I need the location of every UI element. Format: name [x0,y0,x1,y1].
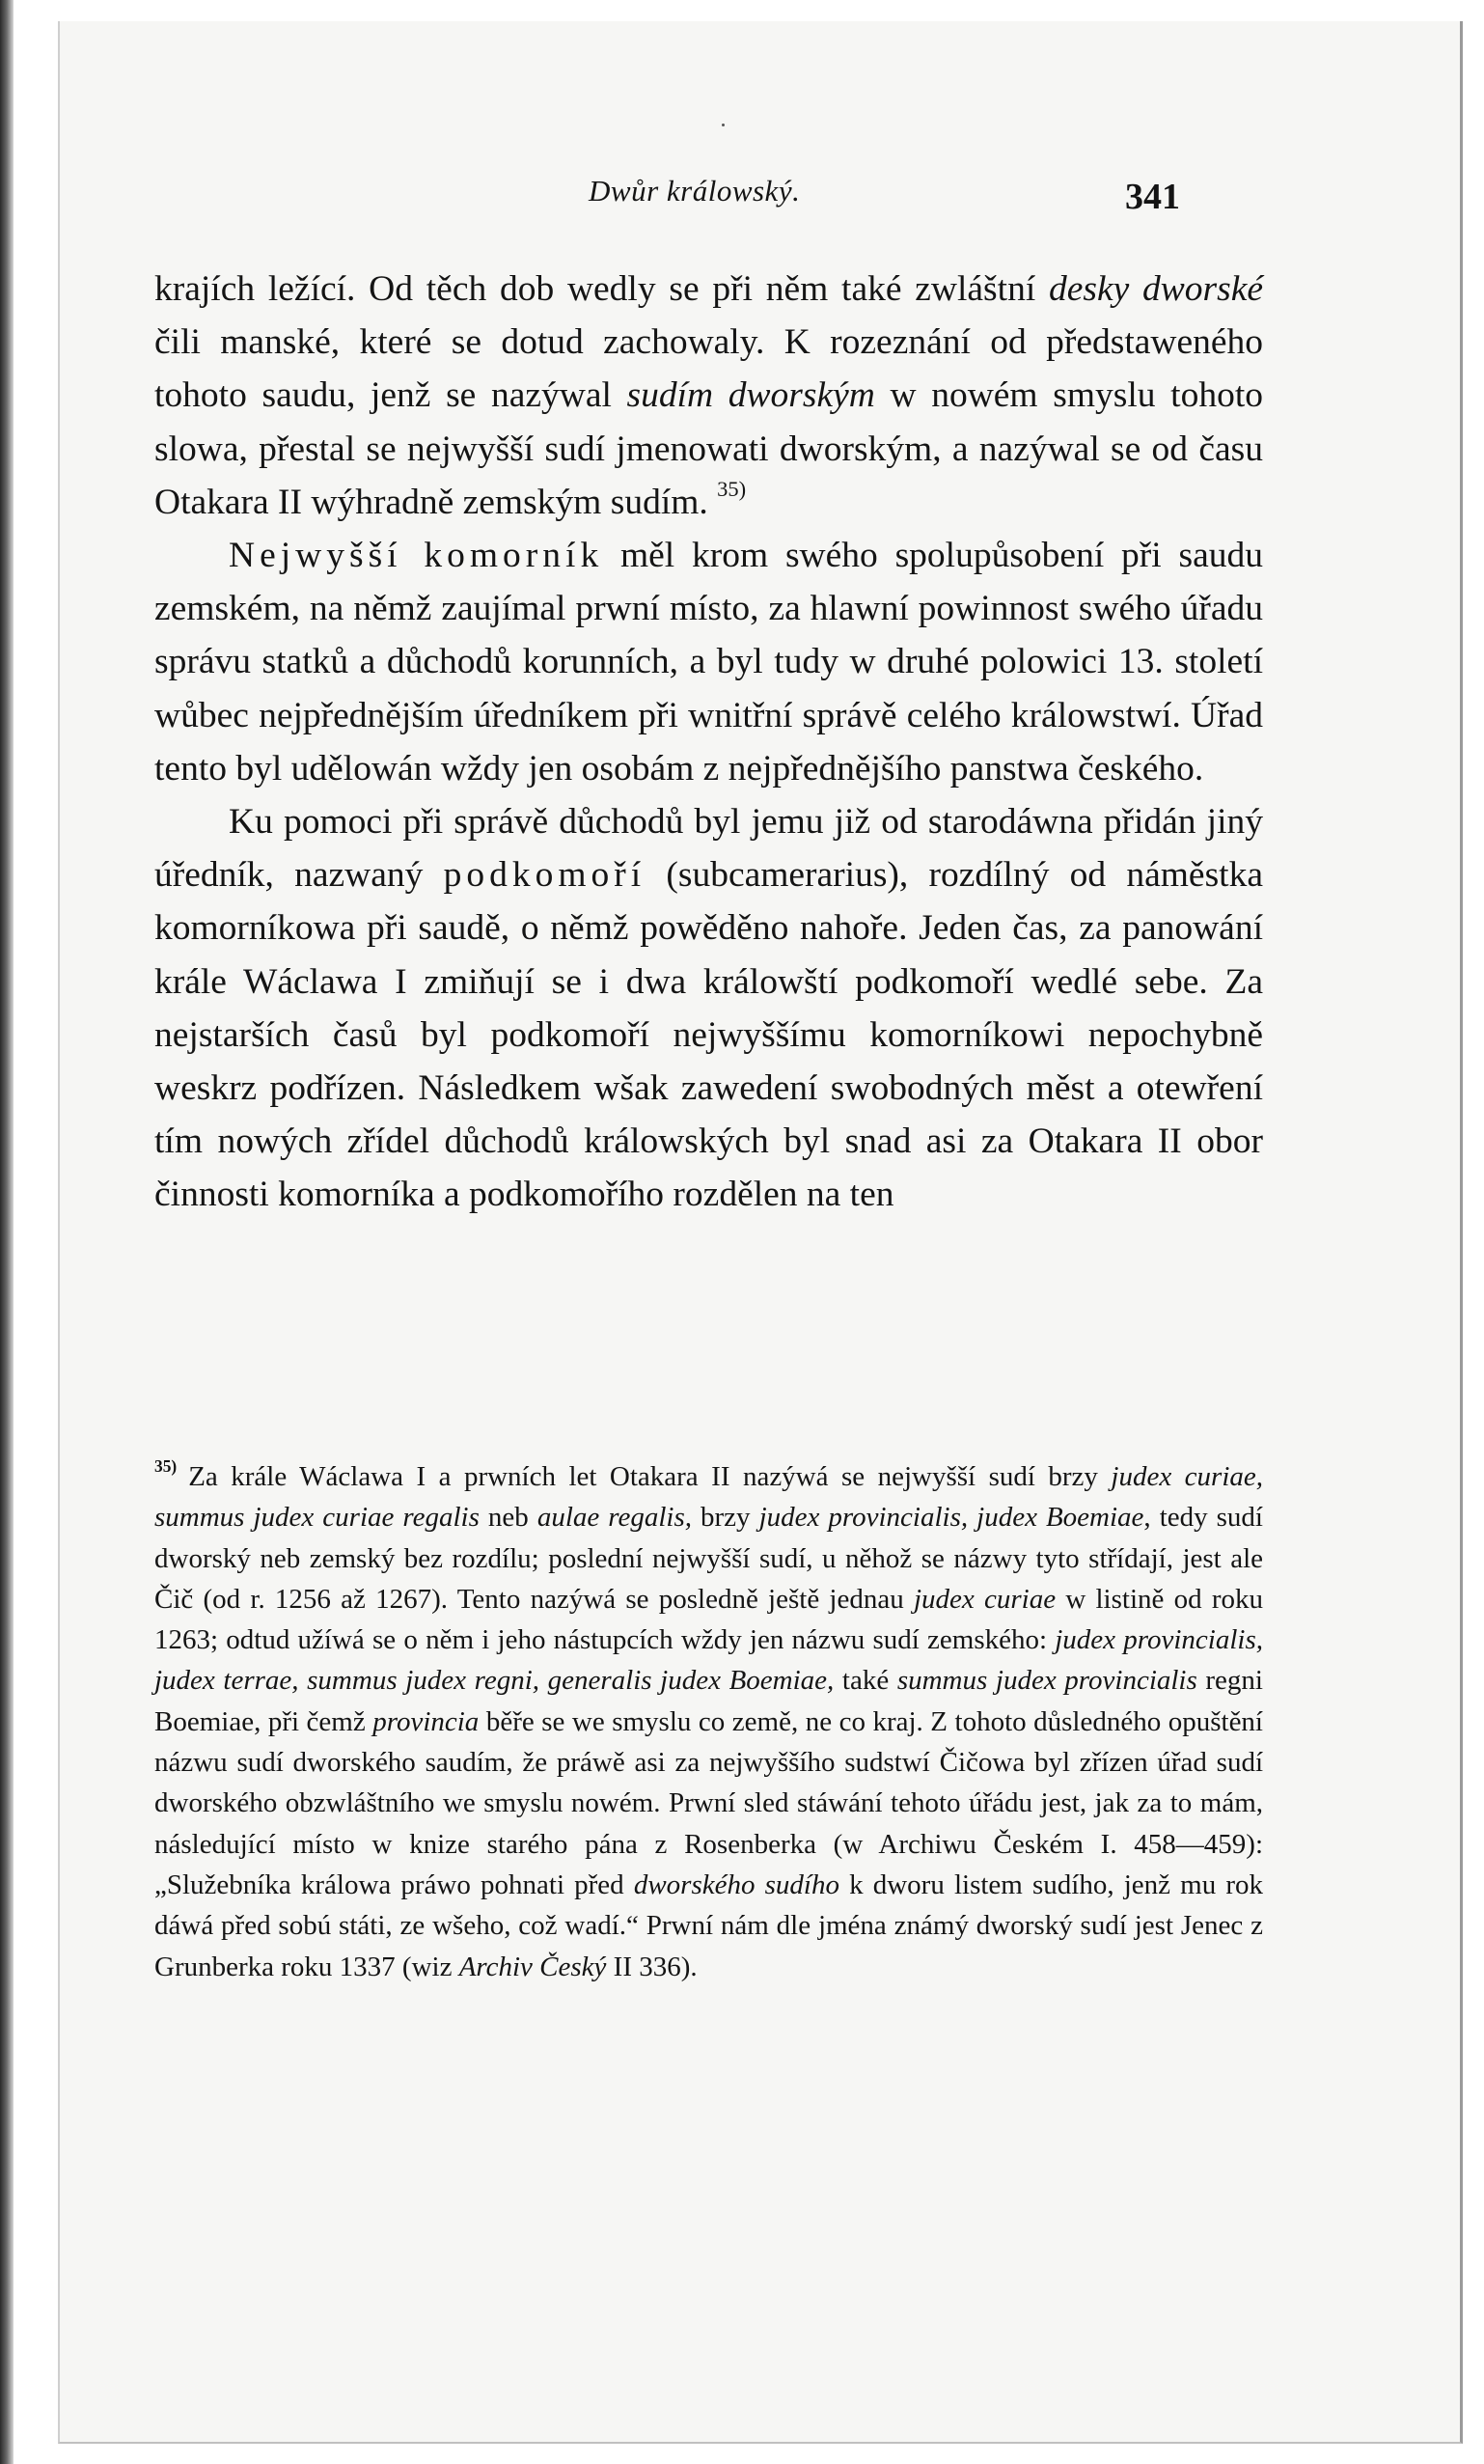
page-number: 341 [1125,177,1180,217]
term-podkomori: podkomoří [443,855,646,896]
running-head: Dwůr králowský. [589,174,801,208]
paragraph-1: krajích ležící. Od těch dob wedly se při něm také zwláštní desky dworské čili manské, které se dotud zachowaly. K rozeznání od předstaweného tohoto saudu, jenž se nazýwal sudím dworským w nowém smyslu tohoto slowa, přestal se nejwyšší sudí jmenowati dworským, a nazýwal se od času Otakara II wýhradně zemským sudím. $^{35)}$ [154,269,1263,522]
emphasis-desky-dworske: desky dworské [1048,269,1263,309]
footnote-reference: 35) [717,476,747,501]
footnote-35: $^{35)}$ Za krále Wáclawa I a prwních let Otakara II nazýwá se nejwyšší sudí brzy judex curiae, summus judex curiae regalis neb aulae regalis, brzy judex provincialis, judex Boemiae, tedy sudí dworský neb zemský bez rozdílu; poslední nejwyšší sudí, u něhož se názwy tyto střídají, jest ale Čič (od r. 1256 až 1267). Tento nazýwá se posledně ještě jednau judex curiae w listině od roku 1263; odtud užíwá se o něm i jeho nástupcích wždy jen názwu sudí zemského: judex provincialis, judex terrae, summus judex regni, generalis judex Boemiae, také summus judex provincialis regni Boemiae, při čemž provincia běře se we smyslu co země, ne co kraj. Z tohoto důsledného opuštění názwu sudí dworského saudím, že práwě asi za nejwyššího sudstwí Čičowa byl zřízen úřad sudí dworského obzwláštního we smyslu nowém. Prwní sled stáwání tehoto úřádu jest, jak za to mám, následující místo w knize starého pána z Rosenberka (w Archiwu Českém I. 458—459): „Služebníka králowa práwo pohnati před dworského sudího k dworu listem sudího, jenž mu rok dáwá před sobú státi, ze wšeho, což wadí.“ Prwní nám dle jména známý dworský sudí jest Jenec z Grunberka roku 1337 (wiz Archiv Český II 336). [154,1456,1264,1982]
term-nejwyssi-komornik: Nejwyšší komorník [229,536,604,576]
main-text [154,263,1263,1222]
scan-left-edge-shadow [0,0,14,2464]
paragraph-3: Ku pomoci při správě důchodů byl jemu již od starodáwna přidán jiný úředník, nazwaný podkomoří (subcamerarius), rozdílný od náměstka komorníkowa při saudě, o němž powěděno nahoře. Jeden čas, za panowání krále Wáclawa I zmiňují se i dwa králowští podkomoří wedlé sebe. Za nejstarších časů byl podkomoří nejwyššímu komorníkowi nepochybně weskrz podřízen. Následkem wšak zawedení swobodných měst a otewření tím nowých zřídel důchodů králowských byl snad asi za Otakara II obor činnosti komorníka a podkomořího rozdělen na ten [154,802,1263,1215]
paragraph-2: Nejwyšší komorník měl krom swého spolupůsobení při saudu zemském, na němž zaujímal prwní místo, za hlawní powinnost swého úřadu správu statků a důchodů korunních, a byl tudy w druhé polowici 13. století wůbec nejpřednějším úředníkem při wnitřní správě celého králowstwí. Úřad tento byl udělowán wždy jen osobám z nejpřednějšího panstwa českého. [154,536,1263,789]
book-page [58,21,1463,2444]
scan-speck [722,124,725,126]
emphasis-sudim-dworskym: sudím dworským [626,375,875,416]
footnote-marker: 35) [154,1456,178,1477]
